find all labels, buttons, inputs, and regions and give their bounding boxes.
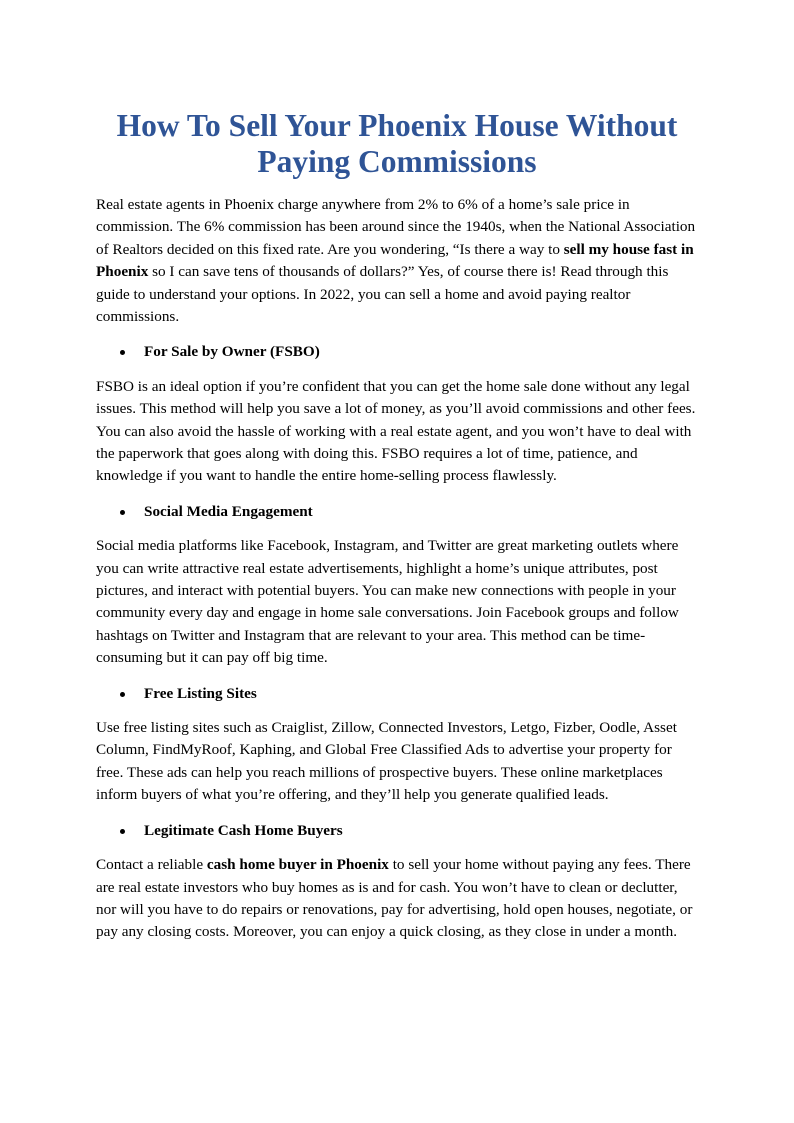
page-title bbox=[96, 108, 698, 180]
section-heading-text: For Sale by Owner (FSBO) bbox=[144, 343, 320, 361]
section-heading-text: Free Listing Sites bbox=[144, 684, 257, 702]
bullet-dot-icon bbox=[120, 692, 125, 697]
intro-bold-phrase: sell my house fast in Phoenix bbox=[96, 240, 694, 281]
cash-body-text-1: Contact a reliable bbox=[96, 856, 207, 874]
intro-text-2: so I can save tens of thousands of dollars?” Yes, of course there is! Read through this guide to understand your options. In 2022, you can sell a home and avoid paying realtor commissions. bbox=[96, 263, 669, 326]
bullet-dot-icon bbox=[120, 829, 125, 834]
cash-body-bold-phrase: cash home buyer in Phoenix bbox=[206, 856, 389, 874]
section-heading-text: Legitimate Cash Home Buyers bbox=[144, 821, 343, 839]
bullet-dot-icon bbox=[120, 350, 125, 355]
cash-body-text-2: to sell your home without paying any fees. There are real estate investors who buy homes as is and for cash. You won’t have to clean or declutter, nor will you have to do repairs or renovations, pay for advertising, hold open houses, negotiate, or pay any closing costs. Moreover, you can enjoy a quick closing, as they close in under a month. bbox=[96, 856, 693, 941]
section-heading-cash-buyers bbox=[96, 820, 698, 842]
page-title-line-2: Paying Commissions bbox=[257, 144, 537, 179]
document-page bbox=[96, 108, 698, 944]
section-heading-text: Social Media Engagement bbox=[144, 502, 313, 520]
bullet-dot-icon bbox=[120, 510, 125, 515]
section-body-free-listing: Use free listing sites such as Craiglist, Zillow, Connected Investors, Letgo, Fizber, Oodle, Asset Column, FindMyRoof, Kaphing, and Global Free Classified Ads to advertise your property for free. These ads can help you reach millions of prospective buyers. These online marketplaces inform buyers of what you’re offering, and they’ll help you generate qualified leads. bbox=[96, 719, 677, 804]
section-body-social-media: Social media platforms like Facebook, Instagram, and Twitter are great marketing outlets where you can write attractive real estate advertisements, highlight a home’s unique attributes, post pictures, and interact with potential buyers. You can make new connections with people in your community every day and engage in home sale conversations. Join Facebook groups and follow hashtags on Twitter and Instagram that are relevant to your area. This method can be time-consuming but it can pay off big time. bbox=[96, 537, 679, 667]
intro-paragraph bbox=[96, 194, 698, 328]
section-heading-fsbo bbox=[96, 341, 698, 363]
page-title-line-1: How To Sell Your Phoenix House Without bbox=[116, 108, 678, 143]
section-body-fsbo: FSBO is an ideal option if you’re confident that you can get the home sale done without any legal issues. This method will help you save a lot of money, as you’ll avoid commissions and other fees. You can also avoid the hassle of working with a real estate agent, and you won’t have to deal with the paperwork that goes along with doing this. FSBO requires a lot of time, patience, and knowledge if you want to handle the entire home-selling process flawlessly. bbox=[96, 377, 696, 485]
intro-text-1: Real estate agents in Phoenix charge anywhere from 2% to 6% of a home’s sale price in commission. The 6% commission has been around since the 1940s, when the National Association of Realtors decided on this fixed rate. Are you wondering, “Is there a way to bbox=[96, 196, 696, 258]
section-heading-social-media bbox=[96, 501, 698, 523]
section-body-cash-buyers bbox=[96, 854, 698, 944]
section-heading-free-listing bbox=[96, 683, 698, 705]
